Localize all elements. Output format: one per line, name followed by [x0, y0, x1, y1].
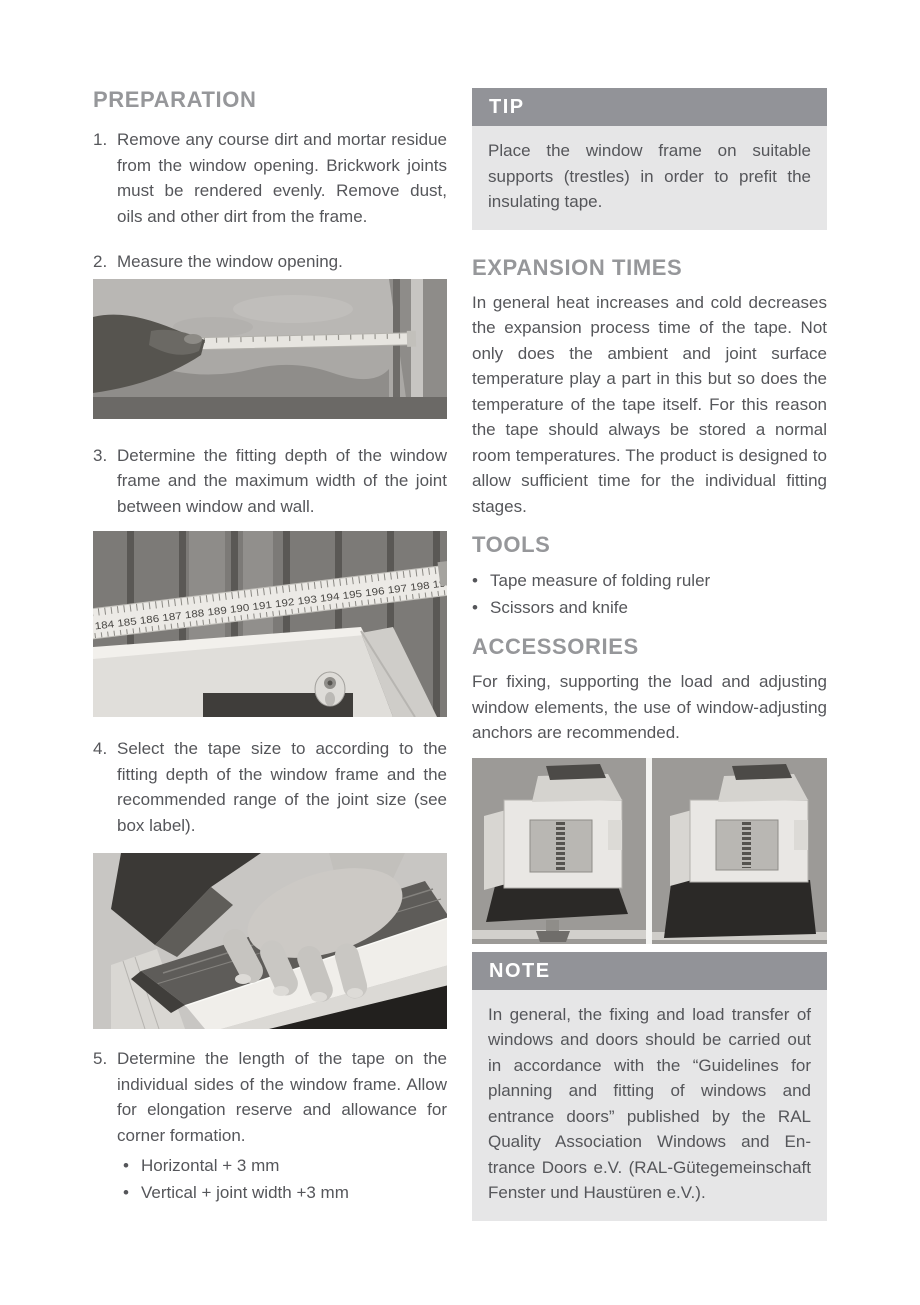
step-item-1 — [93, 127, 447, 229]
photo-window-adjusting-anchors — [472, 758, 827, 944]
tools-item-text: Tape measure of folding ruler — [490, 571, 711, 590]
step-item-4 — [93, 736, 447, 838]
right-column — [472, 0, 827, 1221]
tools-list — [472, 567, 827, 621]
photo-measuring-window-opening — [93, 279, 447, 419]
step-number: 2. — [93, 252, 108, 271]
step-text: Remove any course dirt and mortar residue from the window opening. Brickwork joints must be rendered evenly. Remove dust, oils and other dirt from the frame. — [117, 130, 447, 226]
step-text: Determine the length of the tape on the individual sides of the window frame. Allow for elongation reserve and allowance for corner formation. — [117, 1049, 447, 1145]
step-5-bullet-list — [123, 1152, 447, 1206]
section-heading-accessories: ACCESSORIES — [472, 634, 639, 659]
photo-fitting-depth-ruler — [93, 531, 447, 717]
expansion-times-paragraph: In general heat increases and cold decreases the expansion process time of the tape. Not only does the ambient and joint surface temperature play a part in this but so does the temperature of the tape itself. For this reason the tape should always be stored a normal room temperatures. The product is designed to allow sufficient time for the individual fitting stages. — [472, 292, 827, 516]
tools-item — [472, 594, 827, 621]
step-text: Select the tape size to according to the fitting depth of the window frame and the recommended range of the joint size (see box label). — [117, 739, 447, 835]
section-heading-expansion-times: EXPANSION TIMES — [472, 254, 683, 280]
step-item-2 — [93, 249, 447, 275]
step-text: Determine the fitting depth of the window frame and the maximum width of the joint between window and wall. — [117, 445, 447, 516]
step-item-5 — [93, 1046, 447, 1206]
section-heading-tools: TOOLS — [472, 532, 551, 557]
note-box-text: In general, the fixing and load transfer of windows and doors should be carried out in accordance with the “Guidelines for planning and fitting of windows and entrance doors” published by the RAL Quality Association Windows and Entrance Doors e.V. (RAL-Gütegemeinschaft Fenster und Haustüren e.V.). — [472, 990, 827, 1221]
step-item-3 — [93, 443, 447, 520]
tools-item — [472, 567, 827, 594]
step-number: 4. — [93, 739, 108, 758]
bullet-item — [123, 1152, 447, 1179]
ruler-numbers: 184 185 186 187 188 189 190 191 192 193 194 195 196 197 198 199 — [94, 583, 402, 633]
bullet-dot: • — [123, 1156, 129, 1175]
bullet-text: Horizontal + 3 mm — [141, 1156, 280, 1175]
bullet-item — [123, 1179, 447, 1206]
step-number: 5. — [93, 1049, 108, 1068]
left-column — [93, 0, 447, 1206]
bullet-dot: • — [472, 598, 478, 617]
section-heading-preparation: PREPARATION — [93, 87, 257, 112]
tip-box — [472, 88, 827, 230]
photo-prefitting-tape-hand — [93, 853, 447, 1029]
note-box-header: NOTE — [472, 952, 827, 990]
accessories-paragraph: For fixing, supporting the load and adjusting window elements, the use of window-adjusting anchors are recommended. — [472, 672, 827, 742]
bullet-dot: • — [472, 571, 478, 590]
tip-box-header: TIP — [472, 88, 827, 126]
tip-box-text: Place the window frame on suitable supports (trestles) in order to prefit the insulating tape. — [472, 126, 827, 230]
step-number: 1. — [93, 130, 108, 149]
step-number: 3. — [93, 445, 108, 465]
tools-item-text: Scissors and knife — [490, 598, 628, 617]
bullet-text: Vertical + joint width +3 mm — [141, 1183, 349, 1202]
step-text: Measure the window opening. — [117, 252, 343, 271]
note-box — [472, 952, 827, 1221]
bullet-dot: • — [123, 1183, 129, 1202]
